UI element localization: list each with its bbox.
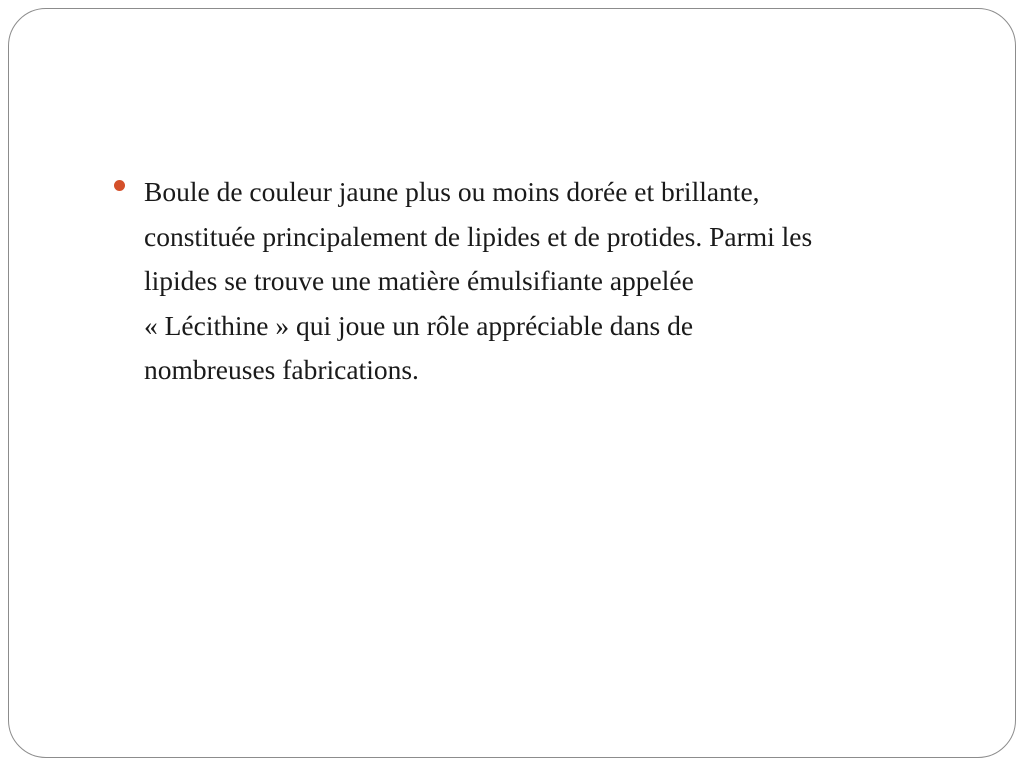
bullet-text-line: « Lécithine » qui joue un rôle appréciable dans de	[144, 309, 694, 341]
bullet-text-line: Boule de couleur jaune plus ou moins dorée et brillante,	[144, 176, 760, 207]
bullet-text-line: constituée principalement de lipides et de protides. Parmi les	[144, 220, 813, 252]
bullet-text-line: lipides se trouve une matière émulsifiante appelée	[144, 265, 694, 296]
bullet-text-line: nombreuses fabrications.	[144, 354, 419, 385]
bullet-dot-icon	[114, 180, 125, 191]
slide-body	[113, 170, 973, 393]
bullet-text	[144, 170, 973, 393]
bullet-item	[113, 170, 973, 393]
